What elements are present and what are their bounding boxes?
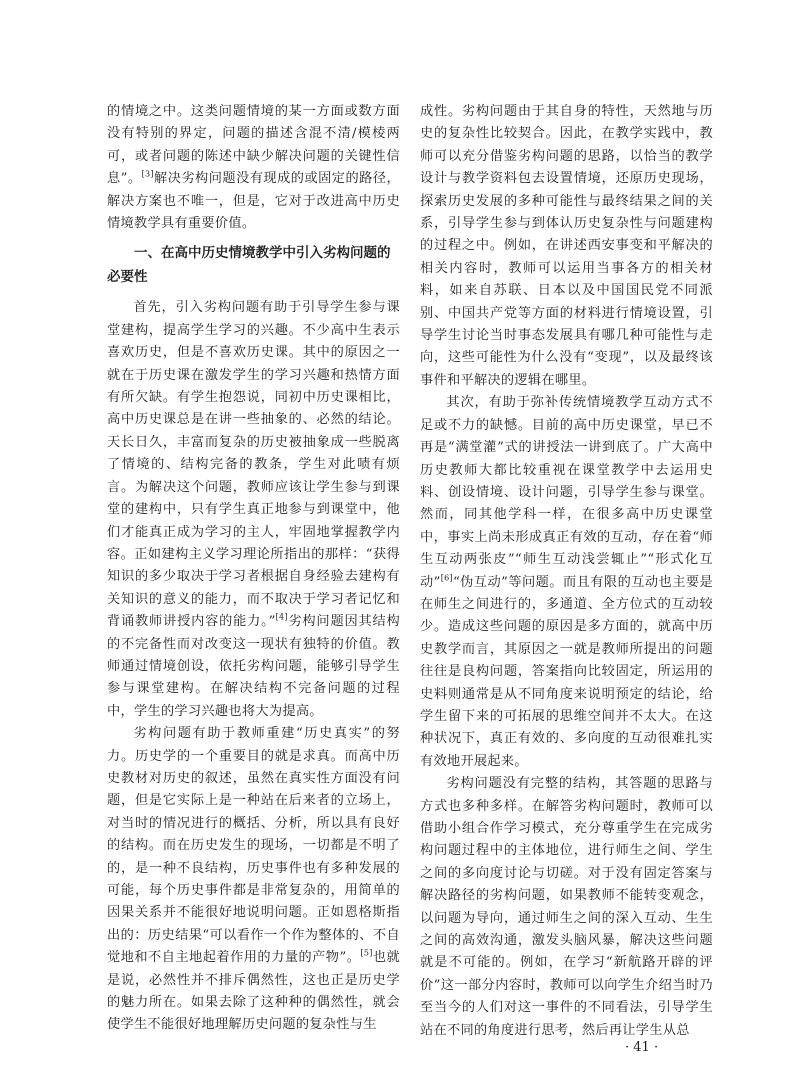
citation-ref: [3] [141,169,154,179]
citation-ref: [5] [360,948,373,958]
paragraph: 首先，引入劣构问题有助于引导学生参与课堂建构，提高学生学习的兴趣。不少高中生表示喜欢历史，但是不喜欢历史课。其中的原因之一就在于历史课在激发学生的学习兴趣和热情方面有所欠缺。有学生抱怨说，同初中历史课相比，高中历史课总是在讲一些抽象的、必然的结论。天长日久，丰富而复杂的历史被抽象成一些脱离了情境的、结构完备的教条，学生对此啧有烦言。为解决这个问题，教师应该让学生参与到课堂的建构中，只有学生真正地参与到课堂中，他们才能真正成为学习的主人，牢固地掌握教学内容。正如建构主义学习理论所指出的那样：“获得知识的多少取决于学习者根据自身经验去建构有关知识的意义的能力，而不取决于学习者记忆和背诵教师讲授内容的能力。”[4]劣构问题因其结构的不完备性而对改变这一现状有独特的价值。教师通过情境创设，依托劣构问题，能够引导学生参与课堂建构。在解决结构不完备问题的过程中，学生的学习兴趣也将大为提高。 [107,300,400,719]
right-column [420,101,713,1042]
paragraph: 成性。劣构问题由于其自身的特性，天然地与历史的复杂性比较契合。因此，在教学实践中，教师可以充分借鉴劣构问题的思路，以恰当的教学设计与教学资料包去设置情境，还原历史现场，探索历史发展的多种可能性与最终结果之间的关系，引导学生参与到体认历史复杂性与问题建构的过程之中。例如，在讲述西安事变和平解决的相关内容时，教师可以运用当事各方的相关材料，如来自苏联、日本以及中国国民党不同派别、中国共产党等方面的材料进行情境设置，引导学生讨论当时事态发展具有哪几种可能性与走向，这些可能性为什么没有“变现”，以及最终该事件和平解决的逻辑在哪里。 [420,104,713,388]
paragraph: 其次，有助于弥补传统情境教学互动方式不足或不力的缺憾。目前的高中历史课堂，早已不再是“满堂灌”式的讲授法一讲到底了。广大高中历史教师大都比较重视在课堂教学中去运用史料、创设情境、设计问题，引导学生参与课堂。然而，同其他学科一样，在很多高中历史课堂中，事实上尚未形成真正有效的互动，存在着“师生互动两张皮”“师生互动浅尝辄止”“形式化互动”[6]“伪互动”等问题。而且有限的互动也主要是在师生之间进行的，多通道、全方位式的互动较少。造成这些问题的原因是多方面的，就高中历史教学而言，其原因之一就是教师所提出的问题往往是良构问题，答案指向比较固定，所运用的史料则通常是从不同角度来说明预定的结论，给学生留下来的可拓展的思维空间并不太大。在这种状况下，真正有效的、多向度的互动很难扎实有效地开展起来。 [420,395,714,769]
left-column [107,101,400,1037]
citation-ref: [6] [440,573,453,583]
paragraph: 的情境之中。这类问题情境的某一方面或数方面没有特别的界定，问题的描述含混不清/模棱两可，或者问题的陈述中缺少解决问题的关键性信息”。[3]解决劣构问题没有现成的或固定的路径，解决方案也不唯一，但是，它对于改进高中历史情境教学具有重要价值。 [107,104,400,232]
section-heading: 一、在高中历史情境教学中引入劣构问题的必要性 [107,245,391,286]
paragraph: 劣构问题有助于教师重建“历史真实”的努力。历史学的一个重要目的就是求真。而高中历史教材对历史的叙述，虽然在真实性方面没有问题，但是它实际上是一种站在后来者的立场上，对当时的情况进行的概括、分析，所以具有良好的结构。而在历史发生的现场，一切都是不明了的，是一种不良结构，历史事件也有多种发展的可能，每个历史事件都是非常复杂的，用简单的因果关系并不能很好地说明问题。正如恩格斯指出的：历史结果“可以看作一个作为整体的、不自觉地和不自主地起着作用的力量的产物”。[5]也就是说，必然性并不排斥偶然性，这也正是历史学的魅力所在。如果去除了这种种的偶然性，就会使学生不能很好地理解历史问题的复杂性与生 [107,726,400,1033]
paragraph: 劣构问题没有完整的结构，其答题的思路与方式也多种多样。在解答劣构问题时，教师可以借助小组合作学习模式，充分尊重学生在完成劣构问题过程中的主体地位，进行师生之间、学生之间的多向度讨论与切磋。对于没有固定答案与解决路径的劣构问题，如果教师不能转变观念，以问题为导向，通过师生之间的深入互动、生生之间的高效沟通，激发头脑风暴，解决这些问题就是不可能的。例如，在学习“新航路开辟的评价”这一部分内容时，教师可以向学生介绍当时乃至当今的人们对这一事件的不同看法，引导学生站在不同的角度进行思考，然后再让学生从总 [420,776,713,1038]
citation-ref: [4] [275,612,288,622]
page-number: · 41 · [625,1040,659,1055]
